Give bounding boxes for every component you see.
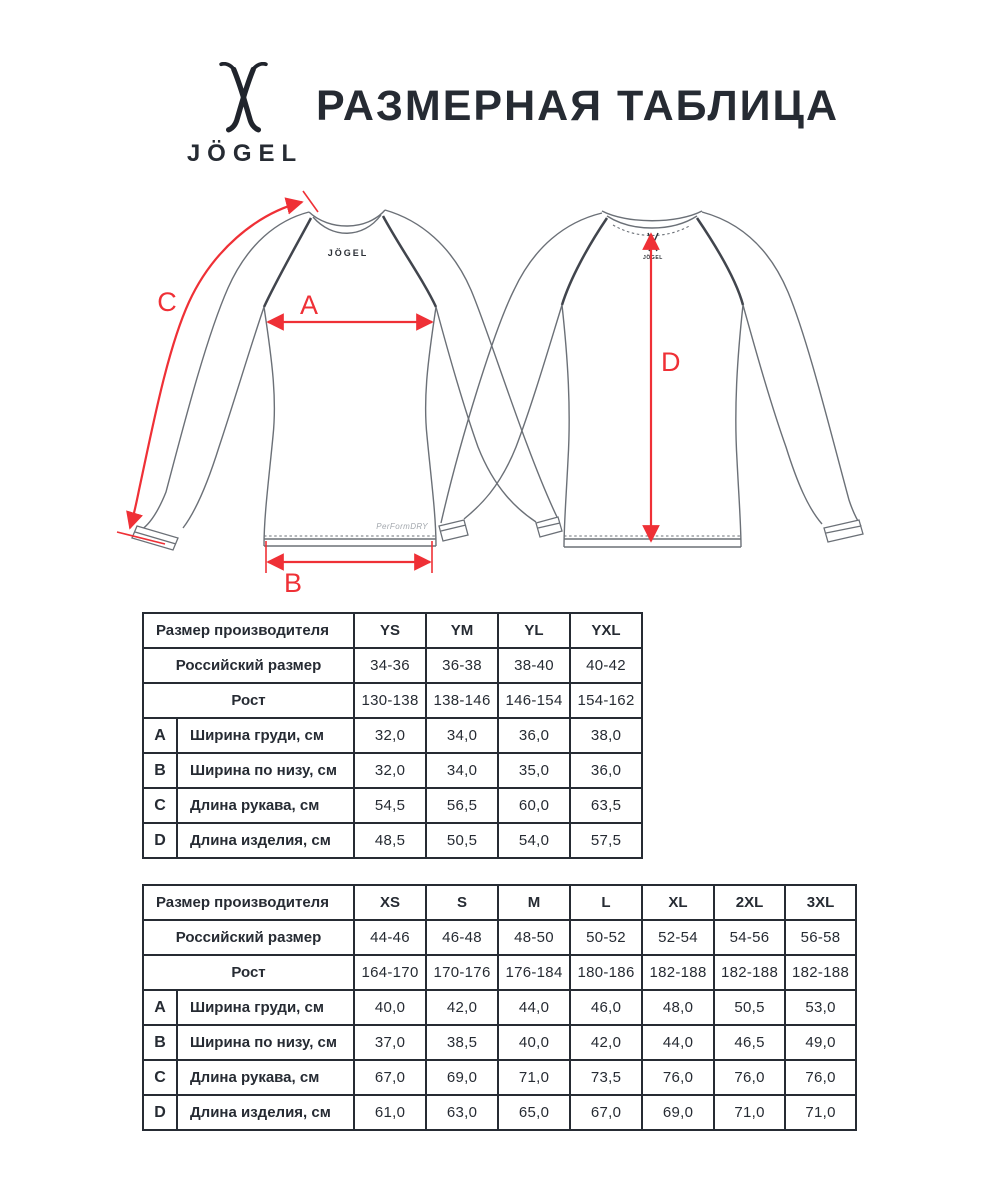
measure-value-cell: 76,0 (642, 1060, 714, 1095)
measure-value-cell: 65,0 (498, 1095, 570, 1130)
measure-value-cell: 54,0 (498, 823, 570, 858)
measure-value-cell: 44,0 (498, 990, 570, 1025)
measure-value-cell: 42,0 (570, 1025, 642, 1060)
measure-value-cell: 53,0 (785, 990, 856, 1025)
measure-label-cell: Ширина груди, см (177, 718, 354, 753)
info-value-cell: 50-52 (570, 920, 642, 955)
info-value-cell: 154-162 (570, 683, 642, 718)
table-info-row (143, 920, 856, 955)
measure-letter-cell: D (143, 823, 177, 858)
measure-value-cell: 76,0 (785, 1060, 856, 1095)
measure-value-cell: 57,5 (570, 823, 642, 858)
measure-value-cell: 54,5 (354, 788, 426, 823)
info-value-cell: 56-58 (785, 920, 856, 955)
jogel-logo-icon (180, 62, 310, 144)
size-header-cell: YM (426, 613, 498, 648)
header-label: Размер производителя (143, 613, 354, 648)
measure-label-cell: Ширина по низу, см (177, 1025, 354, 1060)
front-chest-logo-text: JÖGEL (327, 248, 369, 258)
measure-value-cell: 71,0 (714, 1095, 785, 1130)
measure-value-cell: 76,0 (714, 1060, 785, 1095)
measure-letter-cell: B (143, 753, 177, 788)
info-label: Рост (143, 683, 354, 718)
measure-letter-cell: C (143, 788, 177, 823)
measure-label-cell: Длина рукава, см (177, 788, 354, 823)
measure-value-cell: 46,0 (570, 990, 642, 1025)
table-measure-row (143, 990, 856, 1025)
table-measure-row (143, 823, 642, 858)
info-value-cell: 182-188 (714, 955, 785, 990)
size-header-cell: L (570, 885, 642, 920)
info-value-cell: 176-184 (498, 955, 570, 990)
measure-value-cell: 63,0 (426, 1095, 498, 1130)
size-header-cell: 3XL (785, 885, 856, 920)
measure-letter-cell: C (143, 1060, 177, 1095)
measure-value-cell: 49,0 (785, 1025, 856, 1060)
info-value-cell: 40-42 (570, 648, 642, 683)
measure-value-cell: 71,0 (785, 1095, 856, 1130)
measure-letter-cell: A (143, 718, 177, 753)
measure-value-cell: 40,0 (498, 1025, 570, 1060)
size-header-cell: YL (498, 613, 570, 648)
info-value-cell: 38-40 (498, 648, 570, 683)
measure-value-cell: 40,0 (354, 990, 426, 1025)
measure-value-cell: 67,0 (354, 1060, 426, 1095)
table-header-row (143, 613, 642, 648)
table-measure-row (143, 1095, 856, 1130)
measure-value-cell: 73,5 (570, 1060, 642, 1095)
measure-label-cell: Длина рукава, см (177, 1060, 354, 1095)
measure-label-cell: Длина изделия, см (177, 823, 354, 858)
info-value-cell: 164-170 (354, 955, 426, 990)
table-measure-row (143, 1060, 856, 1095)
measure-value-cell: 48,0 (642, 990, 714, 1025)
measure-value-cell: 42,0 (426, 990, 498, 1025)
size-header-cell: S (426, 885, 498, 920)
info-value-cell: 138-146 (426, 683, 498, 718)
measure-label-d: D (661, 347, 681, 377)
info-value-cell: 182-188 (785, 955, 856, 990)
info-value-cell: 44-46 (354, 920, 426, 955)
table-measure-row (143, 1025, 856, 1060)
size-header-cell: XL (642, 885, 714, 920)
size-table-youth (142, 612, 643, 859)
measure-label-b: B (283, 568, 303, 598)
measure-value-cell: 63,5 (570, 788, 642, 823)
size-table-adult (142, 884, 857, 1131)
info-value-cell: 130-138 (354, 683, 426, 718)
measure-value-cell: 67,0 (570, 1095, 642, 1130)
garment-measurement-diagram (95, 185, 885, 615)
info-value-cell: 48-50 (498, 920, 570, 955)
brand-wordmark: JÖGEL (186, 140, 304, 167)
info-value-cell: 36-38 (426, 648, 498, 683)
measure-value-cell: 32,0 (354, 718, 426, 753)
measure-value-cell: 50,5 (714, 990, 785, 1025)
measure-value-cell: 71,0 (498, 1060, 570, 1095)
measure-value-cell: 48,5 (354, 823, 426, 858)
size-header-cell: YS (354, 613, 426, 648)
measure-value-cell: 34,0 (426, 753, 498, 788)
info-value-cell: 182-188 (642, 955, 714, 990)
table-info-row (143, 955, 856, 990)
measure-value-cell: 69,0 (426, 1060, 498, 1095)
measure-value-cell: 37,0 (354, 1025, 426, 1060)
measure-value-cell: 60,0 (498, 788, 570, 823)
info-label: Российский размер (143, 920, 354, 955)
measure-letter-cell: D (143, 1095, 177, 1130)
measure-value-cell: 35,0 (498, 753, 570, 788)
measure-label-cell: Длина изделия, см (177, 1095, 354, 1130)
table-info-row (143, 683, 642, 718)
info-value-cell: 146-154 (498, 683, 570, 718)
info-label: Российский размер (143, 648, 354, 683)
size-header-cell: YXL (570, 613, 642, 648)
header-label: Размер производителя (143, 885, 354, 920)
info-value-cell: 170-176 (426, 955, 498, 990)
table-measure-row (143, 718, 642, 753)
measure-value-cell: 36,0 (498, 718, 570, 753)
measure-label-cell: Ширина по низу, см (177, 753, 354, 788)
measure-value-cell: 38,0 (570, 718, 642, 753)
info-value-cell: 46-48 (426, 920, 498, 955)
measure-value-cell: 36,0 (570, 753, 642, 788)
measure-value-cell: 32,0 (354, 753, 426, 788)
info-value-cell: 54-56 (714, 920, 785, 955)
info-value-cell: 180-186 (570, 955, 642, 990)
measure-letter-cell: B (143, 1025, 177, 1060)
size-header-cell: XS (354, 885, 426, 920)
measure-letter-cell: A (143, 990, 177, 1025)
measure-label-c: C (157, 287, 177, 317)
back-neck-logo-text: JÖGEL (643, 255, 663, 261)
page-title: РАЗМЕРНАЯ ТАБЛИЦА (316, 82, 840, 130)
measurement-annotations (117, 191, 681, 598)
measure-value-cell: 34,0 (426, 718, 498, 753)
fabric-label-text: PerFormDRY (376, 522, 428, 531)
table-measure-row (143, 788, 642, 823)
measure-value-cell: 38,5 (426, 1025, 498, 1060)
measure-value-cell: 61,0 (354, 1095, 426, 1130)
measure-value-cell: 69,0 (642, 1095, 714, 1130)
info-label: Рост (143, 955, 354, 990)
table-header-row (143, 885, 856, 920)
measure-label-a: A (299, 290, 319, 320)
info-value-cell: 34-36 (354, 648, 426, 683)
table-info-row (143, 648, 642, 683)
measure-value-cell: 56,5 (426, 788, 498, 823)
measure-value-cell: 50,5 (426, 823, 498, 858)
size-header-cell: M (498, 885, 570, 920)
measure-label-cell: Ширина груди, см (177, 990, 354, 1025)
measure-value-cell: 46,5 (714, 1025, 785, 1060)
size-header-cell: 2XL (714, 885, 785, 920)
measure-value-cell: 44,0 (642, 1025, 714, 1060)
info-value-cell: 52-54 (642, 920, 714, 955)
table-measure-row (143, 753, 642, 788)
shirt-front-view (132, 210, 562, 550)
